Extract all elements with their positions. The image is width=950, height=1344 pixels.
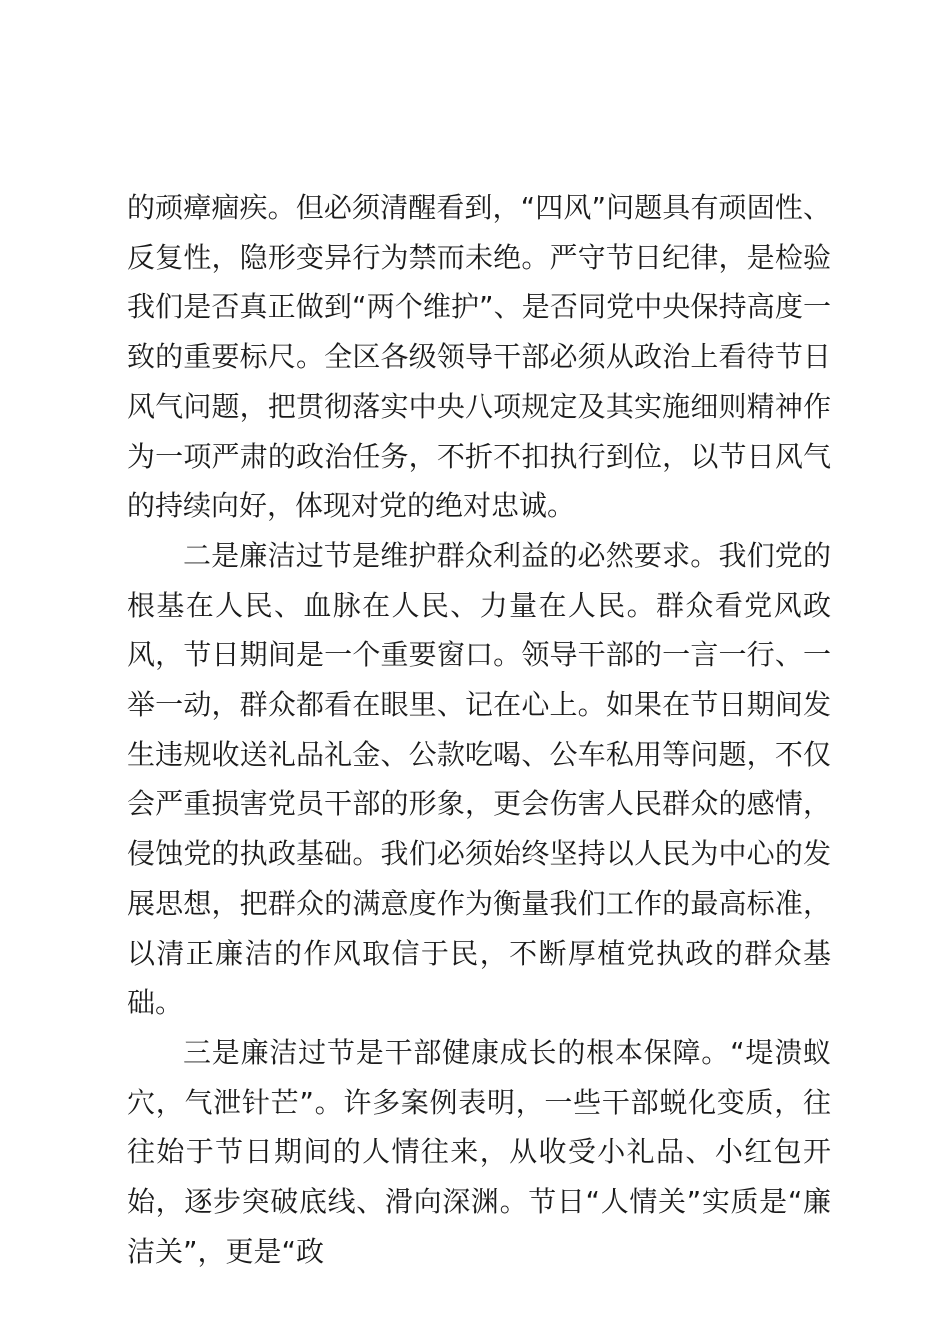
document-page — [127, 183, 831, 1276]
paragraph-point-three: 三是廉洁过节是干部健康成长的根本保障。“堤溃蚁穴，气泄针芒”。许多案例表明，一些干部蜕化变质，往往始于节日期间的人情往来，从收受小礼品、小红包开始，逐步突破底线、滑向深渊。节日“人情关”实质是“廉洁关”，更是“政 — [127, 1035, 831, 1268]
paragraph-continuation: 的顽瘴痼疾。但必须清醒看到，“四风”问题具有顽固性、反复性，隐形变异行为禁而未绝。严守节日纪律，是检验我们是否真正做到“两个维护”、是否同党中央保持高度一致的重要标尺。全区各级领导干部必须从政治上看待节日风气问题，把贯彻落实中央八项规定及其实施细则精神作为一项严肃的政治任务，不折不扣执行到位，以节日风气的持续向好，体现对党的绝对忠诚。 — [127, 191, 831, 523]
paragraph-point-two: 二是廉洁过节是维护群众利益的必然要求。我们党的根基在人民、血脉在人民、力量在人民。群众看党风政风，节日期间是一个重要窗口。领导干部的一言一行、一举一动，群众都看在眼里、记在心上。如果在节日期间发生违规收送礼品礼金、公款吃喝、公车私用等问题，不仅会严重损害党员干部的形象，更会伤害人民群众的感情，侵蚀党的执政基础。我们必须始终坚持以人民为中心的发展思想，把群众的满意度作为衡量我们工作的最高标准，以清正廉洁的作风取信于民，不断厚植党执政的群众基础。 — [127, 538, 831, 1020]
